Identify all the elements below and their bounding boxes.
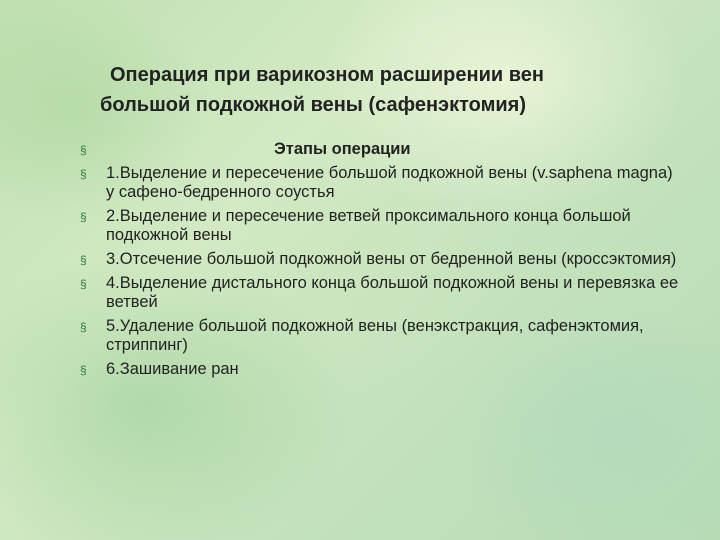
bullet-text: 4.Выделение дистального конца большой подкожной вены и перевязка ее ветвей [106,274,679,311]
slide-title [80,60,680,120]
bullet-item [80,164,680,202]
section-sign-icon: § [80,210,87,224]
bullet-text: 2.Выделение и пересечение ветвей проксимального конца большой подкожной вены [106,207,631,244]
bullet-item [80,360,680,379]
title-line-2: большой подкожной вены (сафенэктомия) [100,94,526,116]
section-sign-icon: § [80,363,87,377]
bullet-text: 5.Удаление большой подкожной вены (венэкстракция, сафенэктомия, стриппинг) [106,317,644,354]
bullet-text: 6.Зашивание ран [106,360,239,378]
bullet-text: 3.Отсечение большой подкожной вены от бедренной вены (кроссэктомия) [106,250,677,268]
bullet-heading [80,140,680,159]
bullet-item [80,317,680,355]
bullet-item [80,207,680,245]
title-line-1: Операция при варикозном расширении вен [110,64,544,86]
section-sign-icon: § [80,143,87,157]
bullet-text: 1.Выделение и пересечение большой подкожной вены (v.saphena magna) у сафено-бедренного соустья [106,164,673,201]
bullet-list [80,140,680,384]
bullet-item [80,250,680,269]
section-sign-icon: § [80,167,87,181]
section-sign-icon: § [80,320,87,334]
section-sign-icon: § [80,253,87,267]
section-sign-icon: § [80,277,87,291]
bullet-item [80,274,680,312]
bullet-text: Этапы операции [274,140,411,158]
